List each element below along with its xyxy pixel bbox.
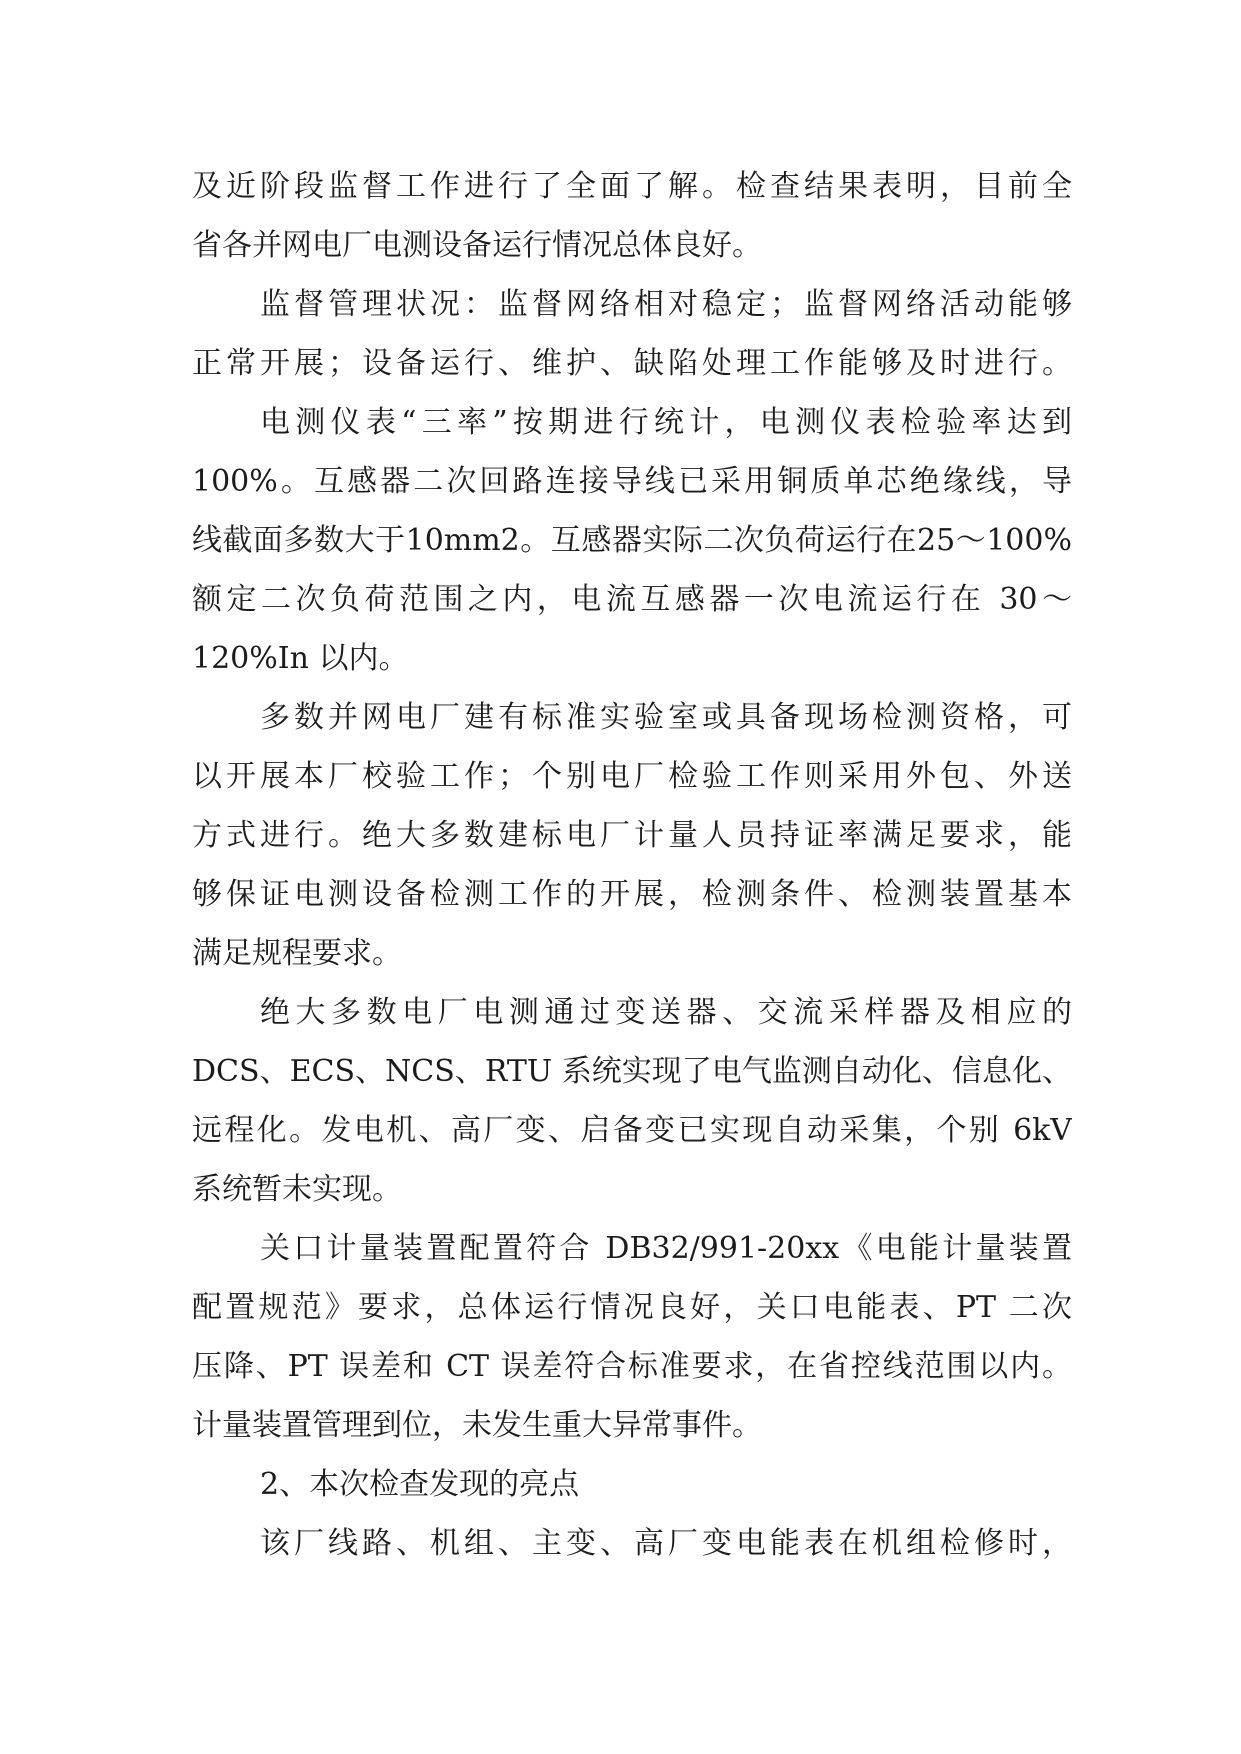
text-line: 120%In 以内。	[192, 641, 409, 676]
document-body	[192, 157, 1072, 1573]
text-line: 满足规程要求。	[192, 936, 402, 971]
paragraph	[192, 157, 1072, 275]
section-heading	[192, 1455, 1072, 1514]
text-line: 电测仪表“三率”按期进行统计，电测仪表检验率达到	[260, 405, 1072, 440]
paragraph	[192, 983, 1072, 1219]
text-line: 够保证电测设备检测工作的开展，检测条件、检测装置基本	[192, 877, 1072, 912]
text-line: 100%。互感器二次回路连接导线已采用铜质单芯绝缘线，导	[192, 464, 1072, 499]
text-line: 关口计量装置配置符合 DB32/991-20xx《电能计量装置	[260, 1231, 1072, 1266]
paragraph	[192, 1219, 1072, 1455]
text-line: 系统暂未实现。	[192, 1172, 402, 1207]
text-line: 额定二次负荷范围之内，电流互感器一次电流运行在 30～	[192, 582, 1072, 617]
paragraph	[192, 688, 1072, 983]
text-line: 以开展本厂校验工作；个别电厂检验工作则采用外包、外送	[192, 759, 1072, 794]
text-line: 及近阶段监督工作进行了全面了解。检查结果表明，目前全	[192, 169, 1072, 204]
text-line: 监督管理状况：监督网络相对稳定；监督网络活动能够	[260, 287, 1072, 322]
text-line: 远程化。发电机、高厂变、启备变已实现自动采集，个别 6kV	[192, 1113, 1072, 1148]
text-line: 计量装置管理到位，未发生重大异常事件。	[192, 1408, 762, 1443]
text-line: 多数并网电厂建有标准实验室或具备现场检测资格，可	[260, 700, 1072, 735]
text-line: 压降、PT 误差和 CT 误差符合标准要求，在省控线范围以内。	[192, 1349, 1072, 1384]
text-line: 该厂线路、机组、主变、高厂变电能表在机组检修时，	[260, 1526, 1072, 1561]
text-line: 绝大多数电厂电测通过变送器、交流采样器及相应的	[260, 995, 1072, 1030]
paragraph	[192, 393, 1072, 688]
text-line: DCS、ECS、NCS、RTU 系统实现了电气监测自动化、信息化、	[192, 1054, 1072, 1089]
text-line: 省各并网电厂电测设备运行情况总体良好。	[192, 228, 762, 263]
text-line: 线截面多数大于10mm2。互感器实际二次负荷运行在25～100%	[192, 523, 1072, 558]
paragraph	[192, 1514, 1072, 1573]
paragraph	[192, 275, 1072, 393]
text-line: 配置规范》要求，总体运行情况良好，关口电能表、PT 二次	[192, 1290, 1072, 1325]
text-line: 2、本次检查发现的亮点	[260, 1467, 580, 1502]
text-line: 方式进行。绝大多数建标电厂计量人员持证率满足要求，能	[192, 818, 1072, 853]
text-line: 正常开展；设备运行、维护、缺陷处理工作能够及时进行。	[192, 346, 1072, 381]
